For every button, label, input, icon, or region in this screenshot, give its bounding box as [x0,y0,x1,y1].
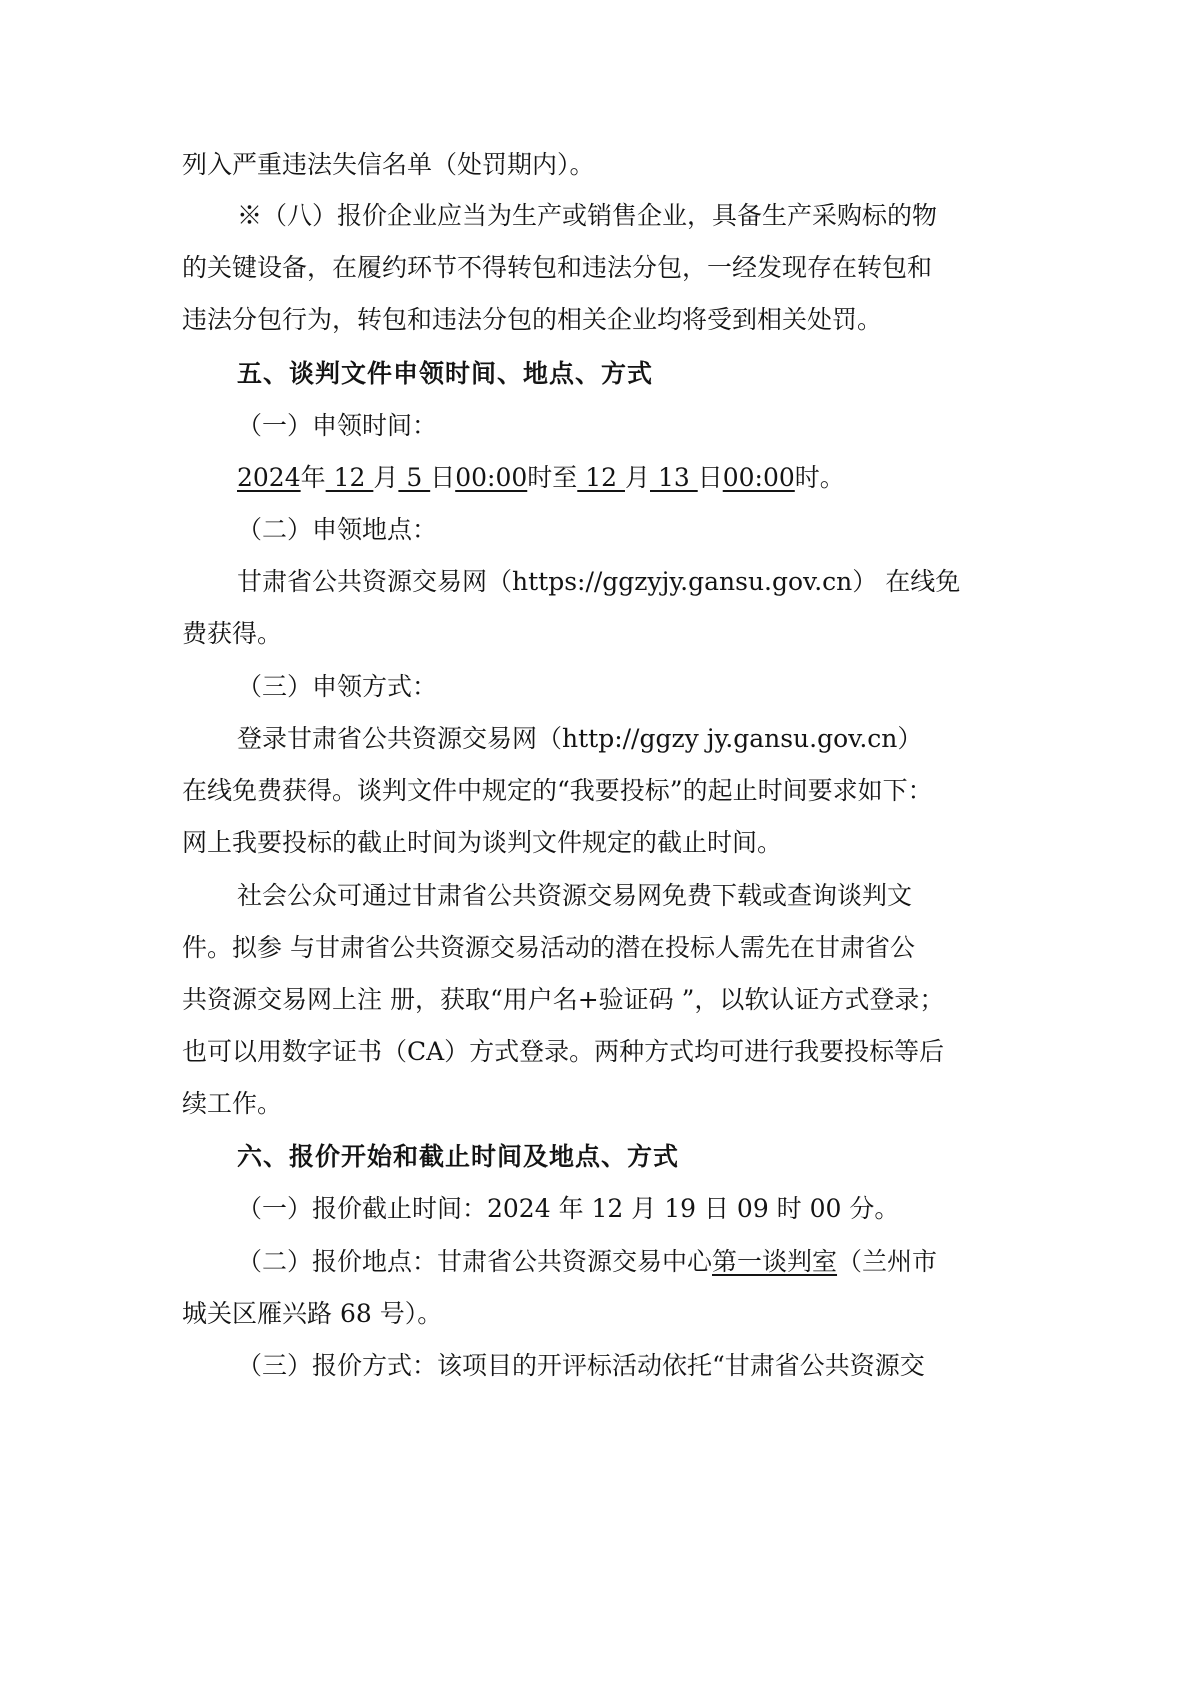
quote-deadline: （一）报价截止时间：2024 年 12 月 19 日 09 时 00 分。 [237,1194,900,1223]
subheading-apply-time: （一）申领时间： [237,411,438,440]
paragraph-line: 网上我要投标的截止时间为谈判文件规定的截止时间。 [182,828,783,857]
paragraph-line: 甘肃省公共资源交易网（https://ggzyjy.gansu.gov.cn） 在线免 [237,567,961,596]
quote-location: （二）报价地点：甘肃省公共资源交易中心第一谈判室（兰州市 [237,1247,938,1276]
section-heading-5: 五、谈判文件申领时间、地点、方式 [237,359,654,388]
paragraph-line: 在线免费获得。谈判文件中规定的“我要投标”的起止时间要求如下： [182,776,933,805]
paragraph-line: 违法分包行为，转包和违法分包的相关企业均将受到相关处罚。 [182,305,883,334]
paragraph-line: 共资源交易网上注 册，获取“用户名+验证码 ”，以软认证方式登录； [182,985,945,1014]
start-day: 5 [398,463,431,492]
paragraph-line: 也可以用数字证书（CA）方式登录。两种方式均可进行我要投标等后 [182,1037,945,1066]
start-month: 12 [325,463,374,492]
location-room: 第一谈判室 [712,1247,838,1276]
start-year: 2024 [237,463,301,492]
end-month: 12 [577,463,625,492]
quote-method: （三）报价方式：该项目的开评标活动依托“甘肃省公共资源交 [237,1351,925,1380]
paragraph-line: 社会公众可通过甘肃省公共资源交易网免费下载或查询谈判文 [237,881,913,910]
section-heading-6: 六、报价开始和截止时间及地点、方式 [237,1142,680,1171]
paragraph-line: ※（八）报价企业应当为生产或销售企业，具备生产采购标的物 [237,201,938,230]
paragraph-line: 费获得。 [182,619,283,648]
paragraph-line: 的关键设备，在履约环节不得转包和违法分包，一经发现存在转包和 [182,253,933,282]
subheading-apply-method: （三）申领方式： [237,672,438,701]
start-time: 00:00 [455,463,528,492]
end-day: 13 [650,463,698,492]
paragraph-line: 件。拟参 与甘肃省公共资源交易活动的潜在投标人需先在甘肃省公 [182,933,915,962]
paragraph-line: 续工作。 [182,1089,283,1118]
subheading-apply-location: （二）申领地点： [237,515,438,544]
paragraph-line: 城关区雁兴路 68 号）。 [182,1299,443,1328]
paragraph-line: 列入严重违法失信名单（处罚期内）。 [182,150,595,179]
end-time: 00:00 [722,463,795,492]
apply-time-range: 2024年 12 月 5 日00:00时至 12 月 13 日00:00时。 [237,463,845,492]
paragraph-line: 登录甘肃省公共资源交易网（http://ggzy jy.gansu.gov.cn） [237,724,923,753]
